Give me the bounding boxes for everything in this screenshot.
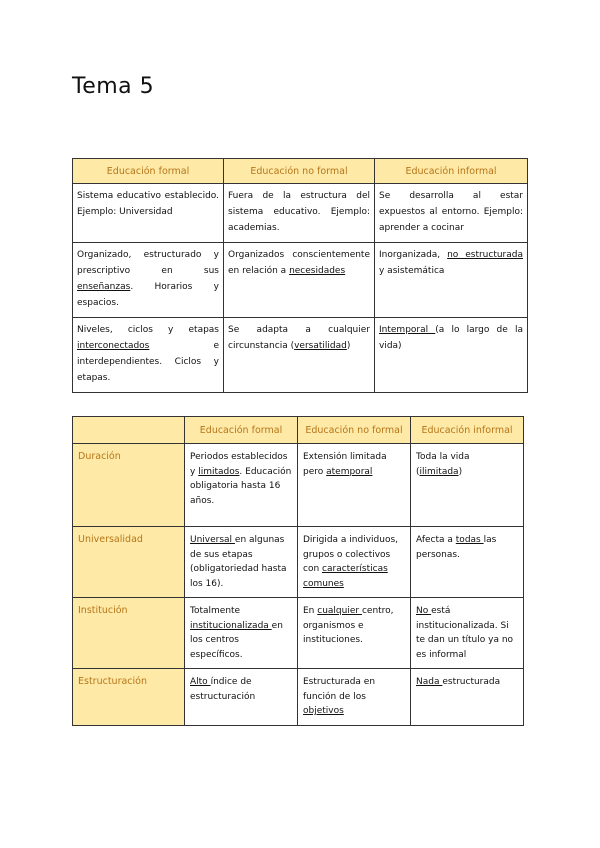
row-label-institucion: Institución <box>73 598 185 669</box>
table-row <box>73 184 528 243</box>
table-row <box>73 598 524 669</box>
table-header-row <box>73 159 528 184</box>
cell-informal: Intemporal (a lo largo de la vida) <box>375 318 528 393</box>
cell-formal: Organizado, estructurado y prescriptivo en sus enseñanzas. Horarios y espacios. <box>73 243 224 318</box>
header-informal: Educación informal <box>375 159 528 184</box>
cell-no-formal: Fuera de la estructura del sistema educativo. Ejemplo: academias. <box>224 184 375 243</box>
table-row <box>73 527 524 598</box>
table-row <box>73 243 528 318</box>
header-blank <box>73 417 185 444</box>
cell-formal: Universal en algunas de sus etapas (obligatoriedad hasta los 16). <box>185 527 298 598</box>
row-label-universalidad: Universalidad <box>73 527 185 598</box>
header-no-formal: Educación no formal <box>224 159 375 184</box>
cell-informal: Inorganizada, no estructurada y asistemática <box>375 243 528 318</box>
table-header-row <box>73 417 524 444</box>
table-row <box>73 669 524 726</box>
cell-no-formal: Se adapta a cualquier circunstancia (versatilidad) <box>224 318 375 393</box>
cell-formal: Niveles, ciclos y etapas interconectados e interdependientes. Ciclos y etapas. <box>73 318 224 393</box>
cell-informal: Afecta a todas las personas. <box>411 527 524 598</box>
cell-informal: Nada estructurada <box>411 669 524 726</box>
header-no-formal: Educación no formal <box>298 417 411 444</box>
cell-formal: Alto índice de estructuración <box>185 669 298 726</box>
comparison-table-1 <box>72 158 528 393</box>
cell-no-formal: Dirigida a individuos, grupos o colectivos con características comunes <box>298 527 411 598</box>
cell-no-formal: En cualquier centro, organismos e instituciones. <box>298 598 411 669</box>
table-row <box>73 318 528 393</box>
cell-no-formal: Extensión limitada pero atemporal <box>298 444 411 527</box>
cell-formal: Totalmente institucionalizada en los centros específicos. <box>185 598 298 669</box>
row-label-duracion: Duración <box>73 444 185 527</box>
cell-no-formal: Organizados conscientemente en relación a necesidades <box>224 243 375 318</box>
cell-formal: Sistema educativo establecido. Ejemplo: Universidad <box>73 184 224 243</box>
row-label-estructuracion: Estructuración <box>73 669 185 726</box>
cell-informal: No está institucionalizada. Si te dan un título ya no es informal <box>411 598 524 669</box>
cell-informal: Toda la vida (ilimitada) <box>411 444 524 527</box>
table-row <box>73 444 524 527</box>
header-informal: Educación informal <box>411 417 524 444</box>
header-formal: Educación formal <box>73 159 224 184</box>
cell-formal: Periodos establecidos y limitados. Educación obligatoria hasta 16 años. <box>185 444 298 527</box>
cell-no-formal: Estructurada en función de los objetivos <box>298 669 411 726</box>
page-title: Tema 5 <box>72 74 155 99</box>
comparison-table-2 <box>72 416 524 726</box>
header-formal: Educación formal <box>185 417 298 444</box>
cell-informal: Se desarrolla al estar expuestos al entorno. Ejemplo: aprender a cocinar <box>375 184 528 243</box>
